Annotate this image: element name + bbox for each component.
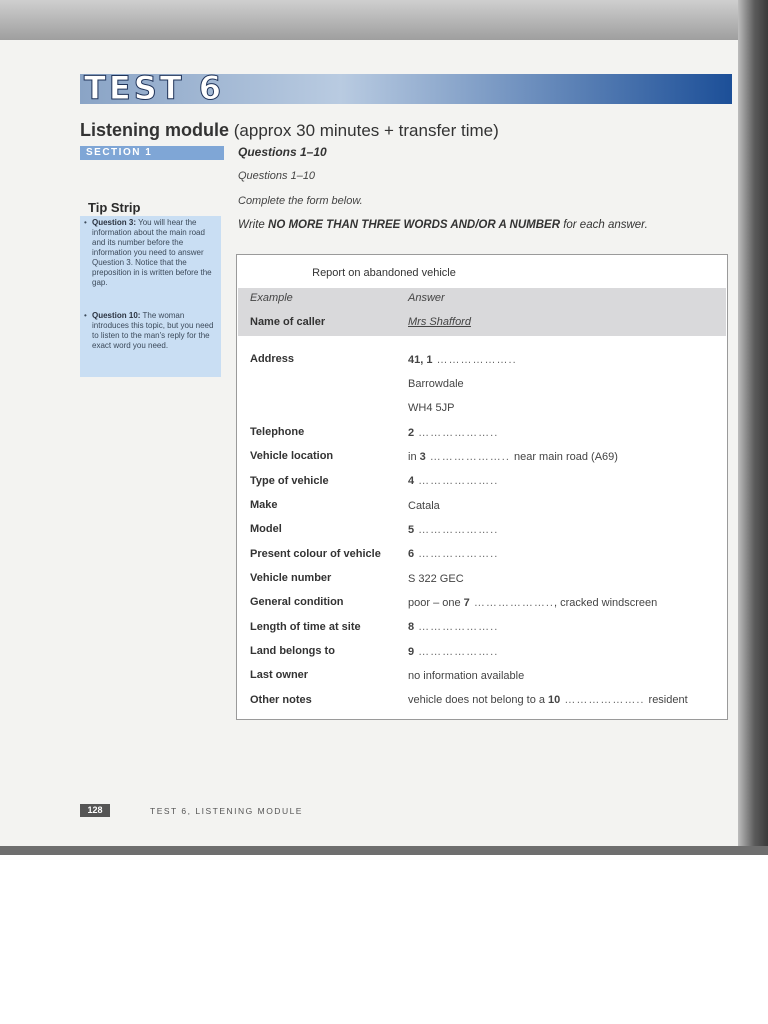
type-answer bbox=[408, 475, 498, 487]
instruction-write-pre: Write bbox=[238, 219, 269, 231]
notes-pre: vehicle does not belong to a bbox=[408, 694, 549, 706]
module-title: Listening module bbox=[80, 120, 230, 140]
tip-item-head: Question 3: bbox=[92, 218, 137, 227]
question-number: 2 bbox=[408, 427, 415, 439]
scan-bottom-edge bbox=[0, 846, 768, 855]
time-answer bbox=[408, 621, 498, 633]
condition-answer bbox=[408, 597, 657, 609]
caller-value: Mrs Shafford bbox=[408, 316, 471, 328]
instruction-write-bold: NO MORE THAN THREE WORDS AND/OR A NUMBER bbox=[268, 219, 560, 231]
question-number: 6 bbox=[408, 548, 415, 560]
answer-gap: ……………….. bbox=[414, 475, 499, 487]
questions-repeat: Questions 1–10 bbox=[238, 170, 316, 182]
example-band bbox=[238, 288, 726, 336]
page-number: 128 bbox=[80, 804, 110, 817]
tip-bullet: • bbox=[84, 311, 87, 320]
answer-gap: ……………….. bbox=[414, 646, 499, 658]
answer-gap: ……………….. bbox=[414, 427, 499, 439]
test-title: TEST 6 bbox=[84, 69, 224, 107]
answer-gap: ……………….. bbox=[414, 621, 499, 633]
notes-answer bbox=[408, 694, 688, 706]
notes-label: Other notes bbox=[250, 694, 312, 706]
answer-gap: ……………….. bbox=[469, 597, 554, 609]
scan-top-edge bbox=[0, 0, 768, 44]
answer-gap: ……………….. bbox=[414, 548, 499, 560]
condition-post: , cracked windscreen bbox=[553, 597, 658, 609]
question-number: 5 bbox=[408, 524, 415, 536]
answer-label: Answer bbox=[408, 292, 445, 304]
instruction-complete: Complete the form below. bbox=[238, 195, 363, 207]
owner-label: Last owner bbox=[250, 669, 309, 681]
land-label: Land belongs to bbox=[250, 645, 335, 657]
book-spine-shadow bbox=[738, 0, 768, 855]
condition-label: General condition bbox=[250, 596, 344, 608]
answer-gap: ……………….. bbox=[414, 524, 499, 536]
answer-gap: ……………….. bbox=[560, 694, 649, 706]
model-label: Model bbox=[250, 523, 282, 535]
tip-bullet: • bbox=[84, 218, 87, 227]
example-label: Example bbox=[250, 292, 293, 304]
module-subtitle: (approx 30 minutes + transfer time) bbox=[233, 121, 499, 140]
question-number: 9 bbox=[408, 646, 415, 658]
questions-heading: Questions 1–10 bbox=[238, 145, 327, 159]
question-number: 4 bbox=[408, 475, 415, 487]
notes-post: resident bbox=[648, 694, 688, 706]
tip-item-text: The woman introduces this topic, but you need to listen to the man's reply for the exact word you need. bbox=[92, 311, 214, 350]
question-number: 10 bbox=[548, 694, 561, 706]
model-answer bbox=[408, 524, 498, 536]
instruction-word-limit bbox=[238, 219, 648, 231]
colour-answer bbox=[408, 548, 498, 560]
tip-item-head: Question 10: bbox=[92, 311, 141, 320]
land-answer bbox=[408, 646, 498, 658]
type-label: Type of vehicle bbox=[250, 475, 329, 487]
address-line-2: Barrowdale bbox=[408, 378, 464, 390]
telephone-answer bbox=[408, 427, 498, 439]
section-label: SECTION 1 bbox=[80, 146, 224, 160]
owner-value: no information available bbox=[408, 670, 525, 682]
location-answer bbox=[408, 451, 618, 463]
make-label: Make bbox=[250, 499, 278, 511]
vehicle-number-value: S 322 GEC bbox=[408, 573, 464, 585]
address-answer bbox=[408, 354, 517, 366]
colour-label: Present colour of vehicle bbox=[250, 548, 381, 560]
make-value: Catala bbox=[408, 500, 440, 512]
form-title: Report on abandoned vehicle bbox=[312, 267, 456, 279]
question-number: 41, 1 bbox=[408, 354, 433, 366]
instruction-write-post: for each answer. bbox=[560, 219, 648, 231]
tip-item-text: You will hear the information about the main road and its number before the information you need to answer Question 3. Notice that the preposition in is written before the gap. bbox=[92, 218, 212, 287]
vehicle-number-label: Vehicle number bbox=[250, 572, 332, 584]
location-post: near main road (A69) bbox=[513, 451, 618, 463]
location-pre: in bbox=[408, 451, 420, 463]
answer-gap: ……………….. bbox=[432, 354, 517, 366]
running-head: TEST 6, LISTENING MODULE bbox=[150, 806, 303, 816]
answer-gap: ……………….. bbox=[425, 451, 514, 463]
question-number: 7 bbox=[463, 597, 470, 609]
module-heading bbox=[80, 120, 499, 141]
address-label: Address bbox=[250, 353, 295, 365]
question-number: 3 bbox=[419, 451, 426, 463]
time-label: Length of time at site bbox=[250, 621, 361, 633]
telephone-label: Telephone bbox=[250, 426, 305, 438]
tip-strip-title: Tip Strip bbox=[88, 200, 141, 215]
location-label: Vehicle location bbox=[250, 450, 334, 462]
tip-item bbox=[84, 311, 214, 351]
address-line-3: WH4 5JP bbox=[408, 402, 455, 414]
caller-label: Name of caller bbox=[250, 316, 326, 328]
question-number: 8 bbox=[408, 621, 415, 633]
condition-pre: poor – one bbox=[408, 597, 464, 609]
